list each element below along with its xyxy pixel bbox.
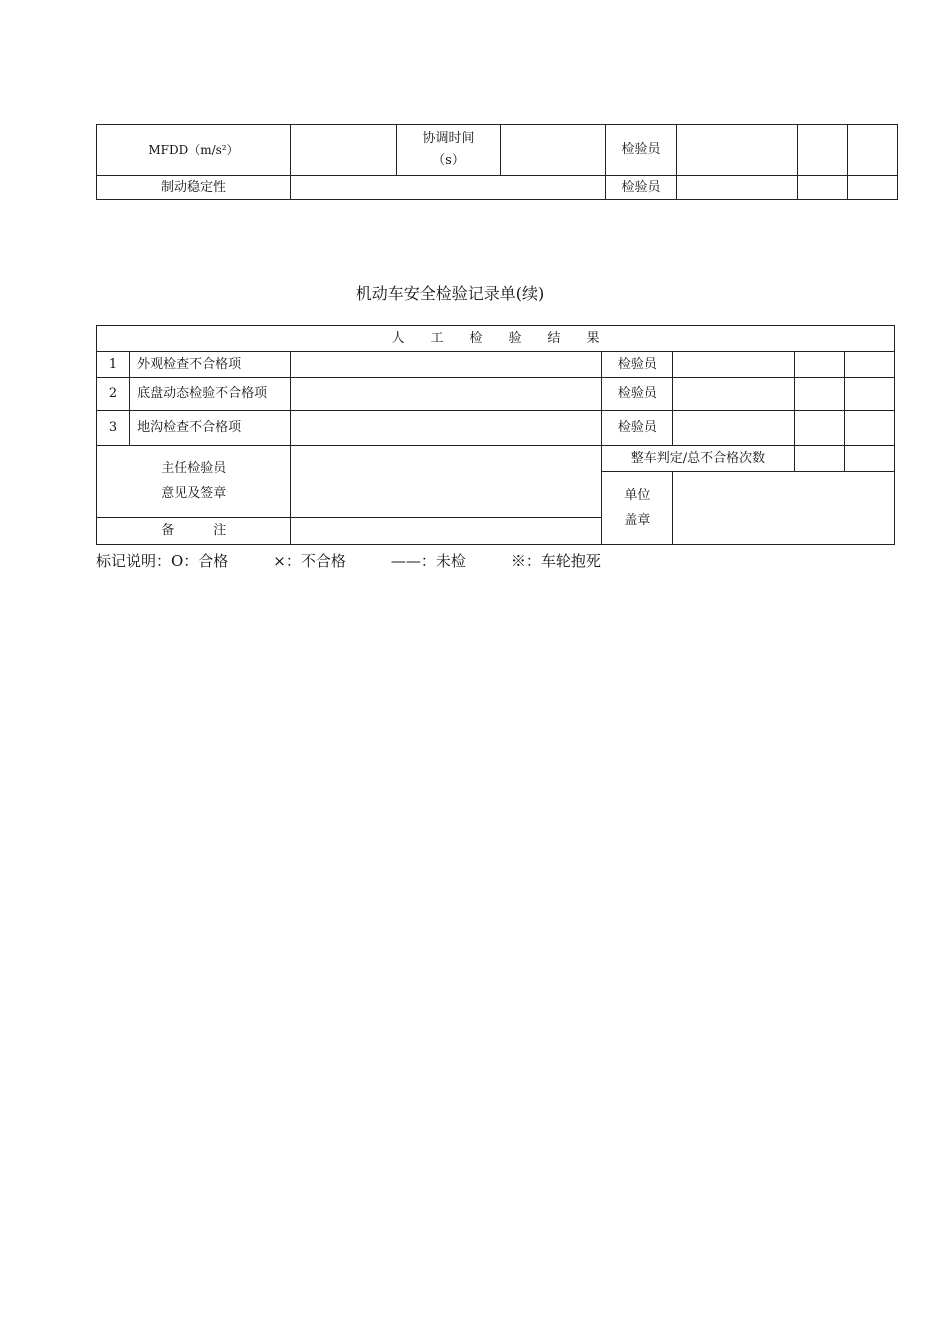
inspector-label: 检验员 bbox=[606, 125, 677, 176]
coord-time-label-line2: （s） bbox=[432, 153, 465, 168]
mark-cell bbox=[848, 125, 898, 176]
row-value-cell bbox=[291, 352, 602, 378]
document-title: 机动车安全检验记录单(续) bbox=[355, 284, 545, 303]
brake-stability-label: 制动稳定性 bbox=[97, 176, 291, 200]
remark-label: 备 注 bbox=[97, 518, 291, 545]
chief-inspector-label-line1: 主任检验员 bbox=[161, 461, 227, 477]
inspector-signature-cell bbox=[673, 411, 794, 446]
row-number: 3 bbox=[97, 411, 130, 446]
unit-seal-cell bbox=[673, 472, 895, 545]
inspector-label: 检验员 bbox=[602, 411, 673, 446]
manual-inspection-table bbox=[96, 325, 895, 545]
row-value-cell bbox=[291, 378, 602, 411]
inspector-label: 检验员 bbox=[606, 176, 677, 200]
mfdd-value-cell bbox=[291, 125, 397, 176]
mark-cell bbox=[844, 378, 894, 411]
row-number: 1 bbox=[97, 352, 130, 378]
mark-cell bbox=[798, 176, 848, 200]
unit-seal-label bbox=[602, 472, 673, 545]
fail-count-cell bbox=[844, 446, 894, 472]
mark-cell bbox=[848, 176, 898, 200]
mark-cell bbox=[794, 411, 844, 446]
inspector-signature-cell bbox=[673, 378, 794, 411]
chief-inspector-label-line2: 意见及签章 bbox=[161, 486, 227, 501]
remark-value-cell bbox=[291, 518, 602, 545]
judgement-cell bbox=[794, 446, 844, 472]
unit-seal-label-line2: 盖章 bbox=[624, 512, 651, 528]
mark-cell bbox=[844, 411, 894, 446]
brake-results-table bbox=[96, 124, 898, 200]
inspector-label: 检验员 bbox=[602, 378, 673, 411]
chief-inspector-label bbox=[97, 446, 291, 518]
mark-cell bbox=[794, 352, 844, 378]
mark-cell bbox=[844, 352, 894, 378]
legend-note: 标记说明：O：合格 ×：不合格 ——：未检 ※：车轮抱死 bbox=[96, 552, 601, 570]
inspector-signature-cell bbox=[677, 176, 798, 200]
inspector-signature-cell bbox=[677, 125, 798, 176]
overall-judgement-label: 整车判定/总不合格次数 bbox=[602, 446, 794, 472]
row-item-label: 底盘动态检验不合格项 bbox=[130, 378, 291, 411]
mark-cell bbox=[798, 125, 848, 176]
mfdd-label: MFDD（m/s²） bbox=[97, 125, 291, 176]
mark-cell bbox=[794, 378, 844, 411]
brake-stability-value-cell bbox=[291, 176, 606, 200]
inspector-label: 检验员 bbox=[602, 352, 673, 378]
chief-inspector-opinion-cell bbox=[291, 446, 602, 518]
coord-time-value-cell bbox=[501, 125, 606, 176]
inspector-signature-cell bbox=[673, 352, 794, 378]
manual-inspection-header: 人 工 检 验 结 果 bbox=[97, 326, 895, 352]
row-item-label: 地沟检查不合格项 bbox=[130, 411, 291, 446]
unit-seal-label-line1: 单位 bbox=[624, 487, 651, 503]
row-item-label: 外观检查不合格项 bbox=[130, 352, 291, 378]
row-value-cell bbox=[291, 411, 602, 446]
coord-time-label-line1: 协调时间 bbox=[422, 131, 475, 147]
coord-time-label bbox=[397, 125, 501, 176]
row-number: 2 bbox=[97, 378, 130, 411]
